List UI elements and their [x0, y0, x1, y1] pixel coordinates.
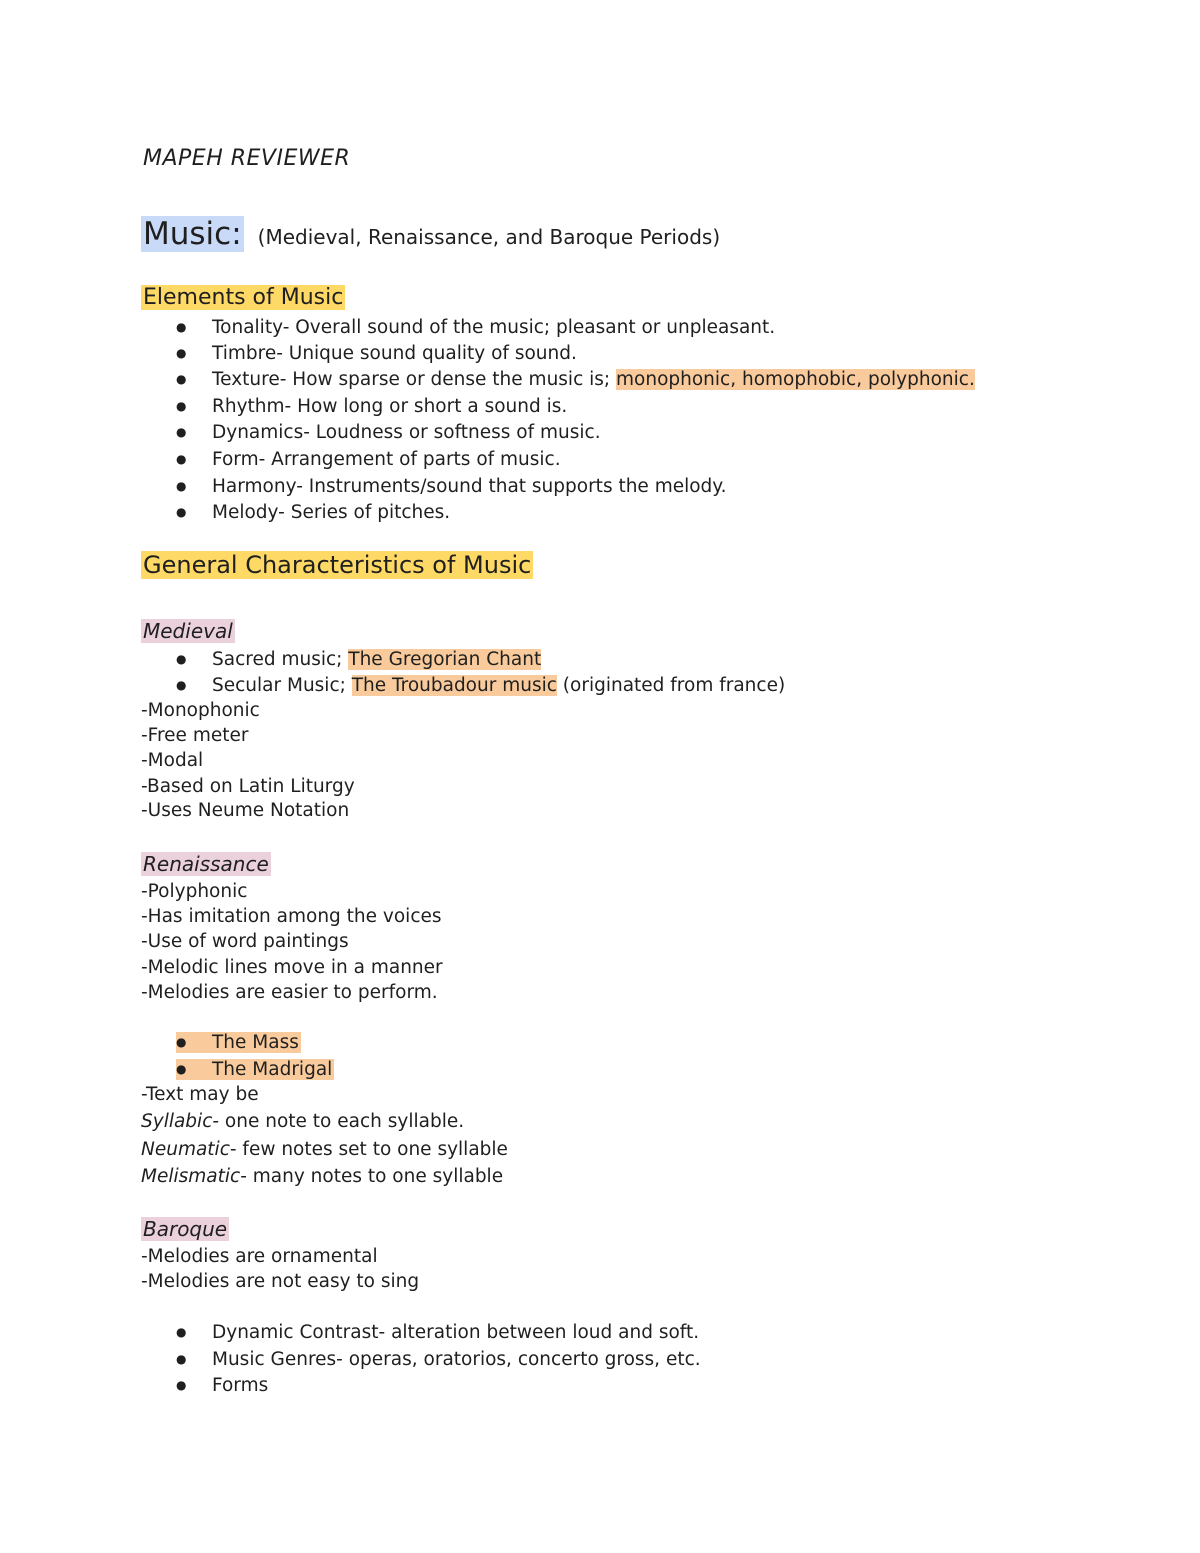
list-item: ● Secular Music; The Troubadour music (originated from france): [176, 675, 786, 696]
list-item: ● The Mass: [176, 1032, 299, 1053]
list-item: ● The Madrigal: [176, 1059, 333, 1080]
text-line: -Uses Neume Notation: [141, 800, 350, 821]
elements-heading: Elements of Music: [143, 285, 344, 310]
text-line: -Has imitation among the voices: [141, 906, 442, 927]
music-heading: [141, 216, 720, 252]
list-item: ● Form- Arrangement of parts of music.: [176, 449, 561, 470]
text-line: -Melodies are not easy to sing: [141, 1271, 420, 1292]
list-item: ● Dynamic Contrast- alteration between loud and soft.: [176, 1322, 700, 1343]
text-line: -Text may be: [141, 1084, 259, 1105]
text-line: -Modal: [141, 750, 204, 771]
text-line: -Polyphonic: [141, 881, 248, 902]
list-item: ● Harmony- Instruments/sound that supports the melody.: [176, 476, 727, 497]
list-item: ● Sacred music; The Gregorian Chant: [176, 649, 542, 670]
term-line: Syllabic- one note to each syllable.: [141, 1111, 465, 1132]
list-item: ● Dynamics- Loudness or softness of music.: [176, 422, 601, 443]
medieval-heading: Medieval: [143, 619, 233, 643]
text-line: -Based on Latin Liturgy: [141, 776, 355, 797]
list-item: ● Tonality- Overall sound of the music; pleasant or unpleasant.: [176, 317, 776, 338]
list-item: ● Timbre- Unique sound quality of sound.: [176, 343, 577, 364]
term-line: Neumatic- few notes set to one syllable: [141, 1139, 508, 1160]
list-item: ● Forms: [176, 1375, 269, 1396]
general-heading: General Characteristics of Music: [143, 551, 532, 579]
list-item: ● Melody- Series of pitches.: [176, 502, 451, 523]
renaissance-heading: Renaissance: [143, 852, 269, 876]
baroque-heading: Baroque: [143, 1217, 228, 1241]
list-item: ● Texture- How sparse or dense the music is; monophonic, homophobic, polyphonic.: [176, 369, 975, 390]
list-item: ● Rhythm- How long or short a sound is.: [176, 396, 568, 417]
text-line: -Melodies are easier to perform.: [141, 982, 438, 1003]
term-line: Melismatic- many notes to one syllable: [141, 1166, 504, 1187]
text-line: -Free meter: [141, 725, 249, 746]
document-title: MAPEH REVIEWER: [143, 146, 351, 171]
text-line: -Monophonic: [141, 700, 260, 721]
music-subtitle: (Medieval, Renaissance, and Baroque Periods): [257, 225, 721, 249]
text-line: -Melodies are ornamental: [141, 1246, 378, 1267]
text-line: -Use of word paintings: [141, 931, 349, 952]
list-item: ● Music Genres- operas, oratorios, concerto gross, etc.: [176, 1349, 701, 1370]
text-line: -Melodic lines move in a manner: [141, 957, 443, 978]
music-label: Music:: [143, 216, 242, 252]
